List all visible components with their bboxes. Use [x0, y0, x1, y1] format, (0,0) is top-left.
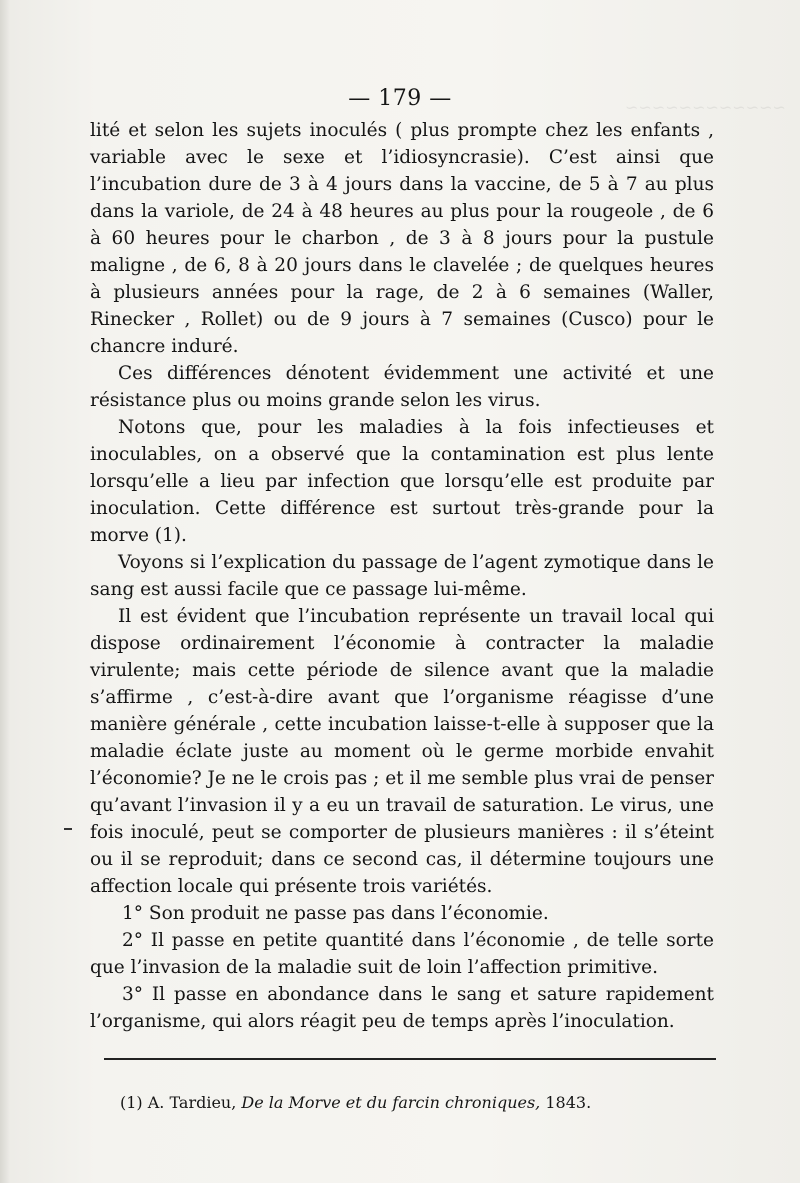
- page-number: — 179 —: [348, 86, 452, 111]
- footnote-title: De la Morve et du farcin chroniques,: [241, 1093, 541, 1112]
- paragraph-4: Voyons si l’explication du passage de l’agent zymotique dans le sang est aussi facile que ce passage lui-même.: [90, 552, 714, 600]
- paragraph-2: Ces différences dénotent évidemment une activité et une résistance plus ou moins grande selon les virus.: [90, 363, 714, 411]
- list-item-2: 2° Il passe en petite quantité dans l’économie , de telle sorte que l’invasion de la maladie suit de loin l’affection primitive.: [90, 930, 714, 978]
- margin-mark: [64, 828, 72, 830]
- list-item-3: 3° Il passe en abondance dans le sang et sature rapidement l’organisme, qui alors réagit peu de temps après l’inoculation.: [90, 984, 714, 1032]
- footnote-marker: (1) A. Tardieu,: [120, 1093, 237, 1112]
- footnote-rule: [104, 1058, 716, 1060]
- list-item-1: 1° Son produit ne passe pas dans l’économie.: [122, 903, 549, 924]
- footnote-year: 1843.: [545, 1093, 592, 1112]
- paragraph-1: lité et selon les sujets inoculés ( plus prompte chez les enfants , variable avec le sexe et l’idiosyncrasie). C’est ainsi que l’incubation dure de 3 à 4 jours dans la vaccine, de 5 à 7 au plus dans la variole, de 24 à 48 heures au plus pour la rougeole , de 6 à 60 heures pour le charbon , de 3 à 8 jours pour la pustule maligne , de 6, 8 à 20 jours dans le clavelée ; de quelques heures à plusieurs années pour la rage, de 2 à 6 semaines (Waller, Rinecker , Rollet) ou de 9 jours à 7 semaines (Cusco) pour le chancre induré.: [90, 120, 714, 357]
- page-gutter-shadow: [0, 0, 10, 1183]
- footnote: [120, 1093, 720, 1112]
- paragraph-3: Notons que, pour les maladies à la fois infectieuses et inoculables, on a observé que la contamination est plus lente lorsqu’elle a lieu par infection que lorsqu’elle est produite par inoculation. Cette différence est surtout très-grande pour la morve (1).: [90, 417, 714, 546]
- paragraph-5: Il est évident que l’incubation représente un travail local qui dispose ordinairement l’économie à contracter la maladie virulente; mais cette période de silence avant que la maladie s’affirme , c’est-à-dire avant que l’organisme réagisse d’une manière générale , cette incubation laisse-t-elle à supposer que la maladie éclate juste au moment où le germe morbide envahit l’économie? Je ne le crois pas ; et il me semble plus vrai de penser qu’avant l’invasion il y a eu un travail de saturation. Le virus, une fois inoculé, peut se comporter de plusieurs manières : il s’éteint ou il se reproduit; dans ce second cas, il détermine toujours une affection locale qui présente trois variétés.: [90, 606, 714, 897]
- body-text: [90, 117, 714, 1035]
- bleed-through: ~~~~~~~~~~~~: [625, 98, 786, 117]
